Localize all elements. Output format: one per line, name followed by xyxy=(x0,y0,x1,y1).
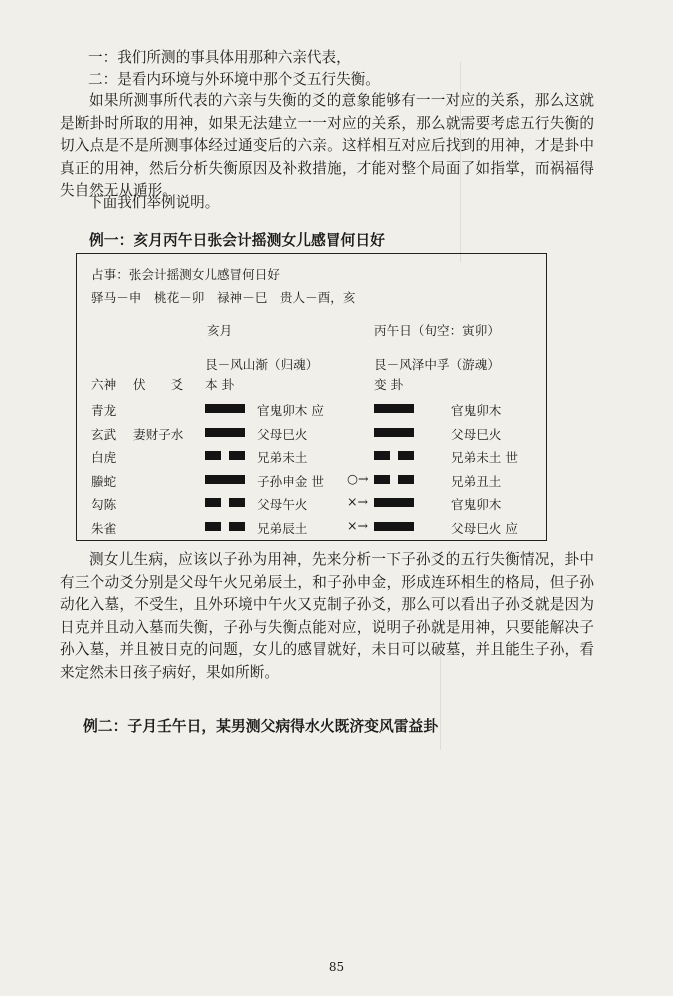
main-yao-line xyxy=(205,428,245,437)
changed-yao-line xyxy=(374,451,414,460)
changed-yao-label: 官鬼卯木 xyxy=(451,403,502,418)
six-god-label: 白虎 xyxy=(91,450,117,465)
six-god-label: 勾陈 xyxy=(91,497,117,512)
example-1-title: 例一：亥月丙午日张会计摇测女儿感冒何日好 xyxy=(89,232,385,249)
main-yao-line xyxy=(205,475,245,484)
col-six-gods: 六神 xyxy=(91,377,117,392)
changed-yao-line xyxy=(374,498,414,507)
col-hidden-yao: 伏 爻 xyxy=(133,377,184,392)
main-yao-label: 官鬼卯木 应 xyxy=(257,403,324,418)
intro-line-1: 一：我们所测的事具体用那种六亲代表， xyxy=(88,49,351,66)
six-god-label: 朱雀 xyxy=(91,520,117,536)
main-yao-line xyxy=(205,522,245,531)
changed-yao-line xyxy=(374,404,414,413)
changed-yao-label: 父母巳火 xyxy=(451,426,502,442)
hidden-yao-label: 妻财子水 xyxy=(133,426,184,442)
main-yao-label: 父母巳火 xyxy=(257,426,308,442)
intro-line-2: 二：是看内环境与外环境中那个爻五行失衡。 xyxy=(88,71,380,88)
page-number: 85 xyxy=(328,960,345,974)
changed-yao-line xyxy=(374,428,414,437)
main-yao-line xyxy=(205,404,245,413)
moving-mark: ×→ xyxy=(347,517,369,533)
col-changed-gua: 变 卦 xyxy=(374,377,404,392)
changed-yao-label: 父母巳火 应 xyxy=(451,520,518,536)
paragraph-1: 如果所测事所代表的六亲与失衡的爻的意象能够有一一对应的关系，那么这就是断卦时所取的用神，如果无法建立一一对应的关系，那么就需要考虑五行失衡的切入点是不是所测事体经过通变后的六亲。这样相互对应后找到的用神，才是卦中真正的用神，然后分析失衡原因及补救措施，才能对整个局面了如指掌，而祸福得失自然无从遁形。 xyxy=(60,92,594,199)
analysis-paragraph: 测女儿生病，应该以子孙为用神，先来分析一下子孙爻的五行失衡情况，卦中有三个动爻分别是父母午火兄弟辰土，和子孙申金，形成连环相生的格局，但子孙动化入墓，不受生，且外环境中午火又克制子孙爻，那么可以看出子孙爻就是因为日克并且动入墓而失衡，子孙与失衡点能对应，说明子孙就是用神，只要能解决子孙入墓，并且被日克的问题，女儿的感冒就好，未日可以破墓，并且能生子孙，看来定然未日孩子病好，果如所断。 xyxy=(60,551,594,681)
main-yao-label: 兄弟辰土 xyxy=(257,520,308,536)
changed-yao-label: 兄弟未土 世 xyxy=(451,450,518,465)
example-2-title: 例二：子月壬午日，某男测父病得水火既济变风雷益卦 xyxy=(83,718,439,735)
changed-yao-label: 官鬼卯木 xyxy=(451,497,502,512)
changed-yao-line xyxy=(374,475,414,484)
main-yao-line xyxy=(205,498,245,507)
box-shensha: 驿马－申 桃花－卯 禄神－巳 贵人－酉，亥 xyxy=(91,290,356,305)
changed-gua-name: 艮－风泽中孚（游魂） xyxy=(374,357,500,372)
moving-mark: ○→ xyxy=(347,470,369,486)
moving-mark: ×→ xyxy=(347,494,369,509)
changed-yao-label: 兄弟丑土 xyxy=(451,473,502,489)
hexagram-box xyxy=(76,253,547,541)
box-day: 丙午日（旬空：寅卯） xyxy=(374,323,500,338)
six-god-label: 青龙 xyxy=(91,403,117,418)
paragraph-2: 下面我们举例说明。 xyxy=(88,194,220,211)
box-topic: 占事：张会计摇测女儿感冒何日好 xyxy=(91,267,280,282)
box-month: 亥月 xyxy=(207,323,233,338)
main-yao-label: 兄弟未土 xyxy=(257,450,308,465)
main-gua-name: 艮－风山渐（归魂） xyxy=(205,357,319,372)
col-main-gua: 本 卦 xyxy=(205,377,235,392)
main-yao-label: 子孙申金 世 xyxy=(257,473,324,489)
six-god-label: 玄武 xyxy=(91,426,117,442)
main-yao-label: 父母午火 xyxy=(257,497,308,512)
six-god-label: 螣蛇 xyxy=(91,473,117,489)
changed-yao-line xyxy=(374,522,414,531)
main-yao-line xyxy=(205,451,245,460)
